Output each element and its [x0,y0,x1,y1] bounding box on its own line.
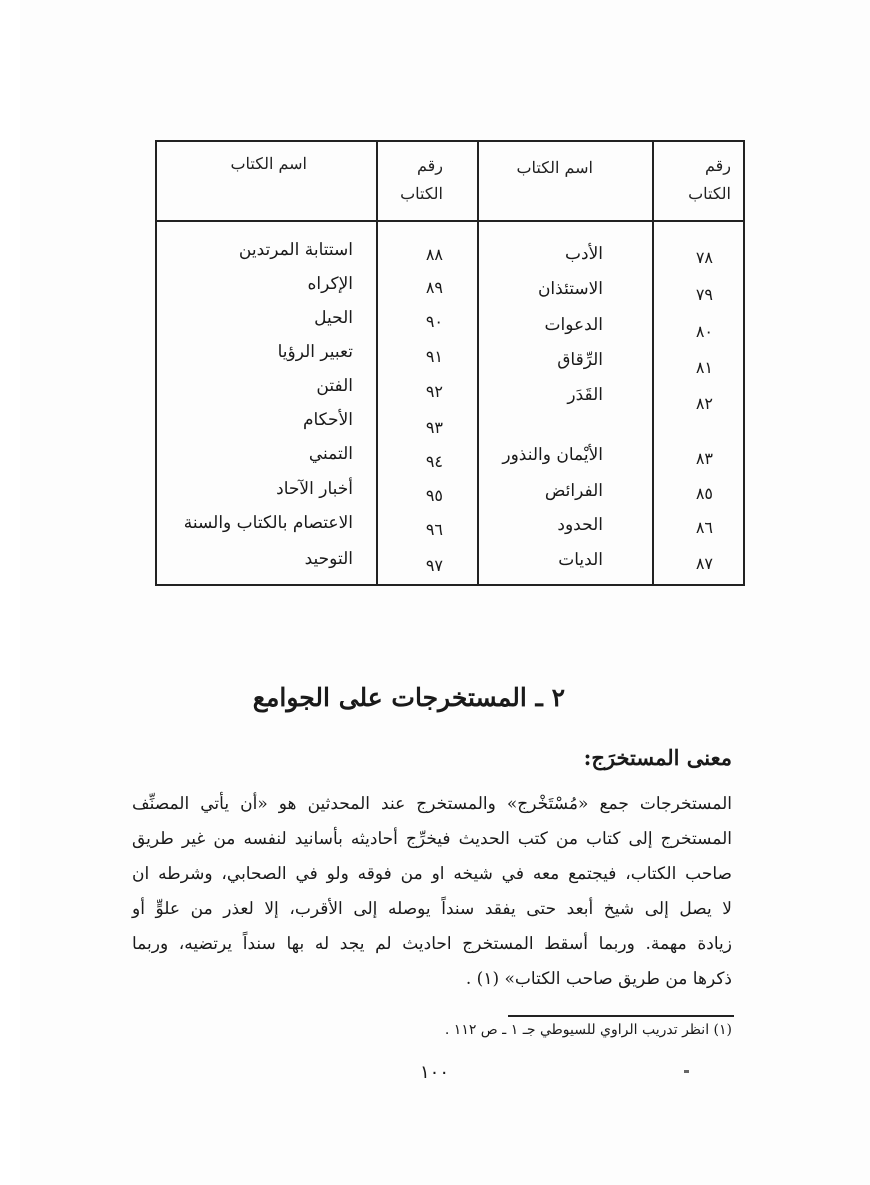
table-cell-number: ٩٠ [425,312,443,331]
subheading: معنى المستخرَج: [583,745,732,770]
table-header-rule [157,220,743,222]
table-cell-number: ٩٤ [425,452,443,471]
table-cell-number: ٧٩ [695,285,713,304]
table-cell-number: ٨٠ [695,322,713,341]
table-cell-number: ٩٢ [425,382,443,401]
table-cell-name: الدعوات [544,315,603,335]
paragraph-line: المستخرجات جمع «مُسْتَخْرج» والمستخرج عند المحدثين هو «أن يأتي المصنِّف [132,794,732,814]
paragraph-line: ذكرها من طريق صاحب الكتاب» (١) . [465,969,732,989]
paragraph-line: لا يصل إلى شيخ أبعد حتى يفقد سنداً يوصله إلى الأقرب، إلا لعذر من علوٍّ أو [132,899,732,919]
table-cell-name: الرِّقاق [557,350,603,370]
footnote: (١) انظر تدريب الراوي للسيوطي جـ ١ ـ ص ١١٢ . [444,1022,732,1038]
paragraph-line: صاحب الكتاب، فيجتمع معه في شيخه او من فوقه ولو في الصحابي، وشرطه ان [132,864,732,884]
table-cell-name: التمني [308,444,353,464]
table-cell-name: الديات [558,550,603,570]
header-word: رقم [704,156,731,175]
table-cell-number: ٨١ [695,358,713,377]
table-cell-name: الأحكام [302,410,353,430]
table-cell-number: ٧٨ [695,248,713,267]
section-title: ٢ ـ المستخرجات على الجوامع [252,683,565,712]
table-cell-number: ٩٣ [425,418,443,437]
table-cell-name: الحيل [314,308,353,328]
table-cell-name: استتابة المرتدين [238,240,353,260]
table-divider [477,142,479,584]
table-divider [652,142,654,584]
table-cell-number: ٨٥ [695,484,713,503]
table-cell-number: ٨٨ [425,245,443,264]
paragraph-line: زيادة مهمة. وربما أسقط المستخرج احاديث لم يجد له بها سنداً يرتضيه، وربما [132,934,732,954]
table-cell-name: القَدَر [567,385,603,405]
books-table [155,140,745,586]
header-left-number [363,152,443,208]
header-word: رقم [416,156,443,175]
ink-speck [684,1070,689,1073]
table-cell-number: ٩٦ [425,520,443,539]
table-cell-number: ٨٢ [695,394,713,413]
table-cell-number: ٨٧ [695,554,713,573]
page-margin [0,0,20,1185]
table-cell-number: ٩١ [425,347,443,366]
page-number: ١٠٠ [420,1062,450,1083]
paragraph-line: المستخرج إلى كتاب من كتب الحديث فيخرِّج أحاديثه بأسانيد لنفسه من غير طريق [132,829,732,849]
table-cell-name: الأيْمان والنذور [502,445,603,465]
header-word: الكتاب [688,184,731,203]
table-cell-number: ٩٥ [425,486,443,505]
header-word: الكتاب [400,184,443,203]
table-cell-name: الفتن [316,376,353,396]
table-cell-name: الإكراه [307,274,353,294]
table-cell-name: الأدب [565,244,603,264]
table-cell-name: أخبار الآحاد [276,479,353,499]
table-cell-name: الاستئذان [537,279,603,299]
table-cell-number: ٨٣ [695,449,713,468]
table-cell-name: الاعتصام بالكتاب والسنة [183,513,353,533]
table-cell-name: الحدود [557,515,603,535]
header-right-name: اسم الكتاب [516,158,593,177]
table-cell-name: التوحيد [304,549,353,569]
table-divider [376,142,378,584]
footnote-rule [508,1015,734,1017]
header-right-number [651,152,731,208]
table-cell-name: الفرائض [544,481,603,501]
table-cell-name: تعبير الرؤيا [277,342,353,362]
header-left-name: اسم الكتاب [230,154,307,173]
table-cell-number: ٨٦ [695,518,713,537]
table-cell-number: ٩٧ [425,556,443,575]
table-cell-number: ٨٩ [425,278,443,297]
